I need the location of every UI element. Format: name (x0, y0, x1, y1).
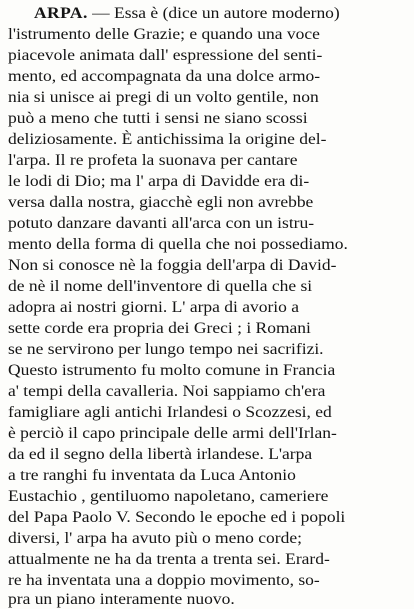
text-line-22: da ed il segno della libertà irlandese. L'arpa (8, 445, 313, 463)
text-line-4: mento, ed accompagnata da una dolce armo- (8, 67, 321, 85)
text-line-27: attualmente ne ha da trenta a trenta sei. Erard- (8, 550, 330, 568)
text-line-19: a' tempi della cavalleria. Noi sappiamo ch'era (8, 382, 326, 400)
text-line-23: a tre ranghi fu inventata da Luca Antonio (8, 466, 296, 484)
text-line-12: mento della forma di quella che noi possediamo. (8, 235, 348, 253)
text-line-13: Non si conosce nè la foggia dell'arpa di David- (8, 256, 337, 274)
text-line-25: del Papa Paolo V. Secondo le epoche ed i popoli (8, 508, 346, 526)
text-line-10: versa dalla nostra, giacchè egli non avrebbe (8, 193, 314, 211)
text-line-24: Eustachio , gentiluomo napoletano, cameriere (8, 487, 329, 505)
text-line-9: le lodi di Dio; ma l' arpa di Davidde era di- (8, 172, 310, 190)
text-line-15: adopra ai nostri giorni. L' arpa di avorio a (8, 298, 300, 316)
text-line-7: deliziosamente. È antichissima la origine del- (8, 130, 327, 148)
text-line-5: nia si unisce ai pregi di un volto gentile, non (8, 88, 319, 106)
text-line-1 (34, 2, 340, 24)
text-line-21: è perciò il capo principale delle armi dell'Irlan- (8, 424, 337, 442)
text-line-20: famigliare agli antichi Irlandesi o Scozzesi, ed (8, 403, 332, 421)
text-line-28: re ha inventata una a doppio movimento, so- (8, 571, 320, 589)
text-line-8: l'arpa. Il re profeta la suonava per cantare (8, 151, 298, 169)
text-line-11: potuto danzare davanti all'arca con un istru- (8, 214, 315, 232)
text-line-3: piacevole animata dall' espressione del senti- (8, 46, 323, 64)
text-line-17: se ne servirono per lungo tempo nei sacrifizi. (8, 340, 324, 358)
text-line-14: de nè il nome dell'inventore di quella che si (8, 277, 313, 295)
text-line-16: sette corde era propria dei Greci ; i Romani (8, 319, 311, 337)
text-line-1-body: — Essa è (dice un autore moderno) (87, 4, 340, 22)
text-line-2: l'istrumento delle Grazie; e quando una voce (8, 25, 320, 43)
text-line-26: diversi, l' arpa ha avuto più o meno corde; (8, 529, 302, 547)
text-line-6: può a meno che tutti i sensi ne siano scossi (8, 109, 308, 127)
text-line-29: pra un piano interamente nuovo. (8, 590, 235, 608)
text-line-18: Questo istrumento fu molto comune in Francia (8, 361, 336, 379)
headword: ARPA. (34, 4, 88, 22)
